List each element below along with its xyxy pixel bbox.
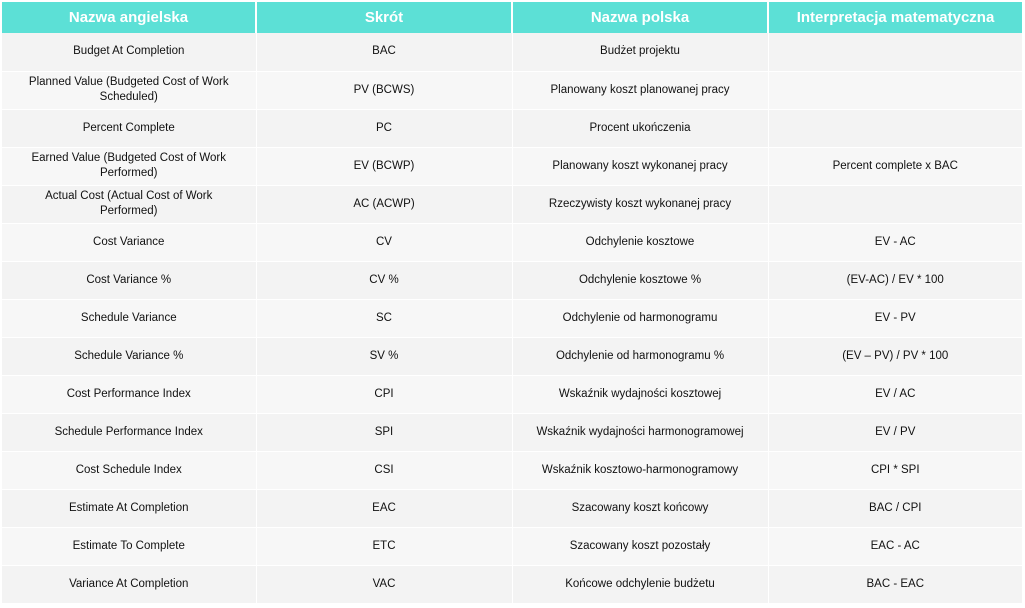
cell-math-interpretation: (EV-AC) / EV * 100 — [768, 261, 1022, 299]
cell-english-name: Planned Value (Budgeted Cost of Work Scheduled) — [2, 71, 256, 109]
cell-math-interpretation — [768, 71, 1022, 109]
cell-english-name: Estimate To Complete — [2, 527, 256, 565]
cell-polish-name: Planowany koszt planowanej pracy — [512, 71, 768, 109]
header-polish-name: Nazwa polska — [512, 2, 768, 33]
cell-abbreviation: EV (BCWP) — [256, 147, 512, 185]
cell-math-interpretation: BAC / CPI — [768, 489, 1022, 527]
cell-abbreviation: EAC — [256, 489, 512, 527]
cell-math-interpretation: EAC - AC — [768, 527, 1022, 565]
header-english-name: Nazwa angielska — [2, 2, 256, 33]
cell-abbreviation: CSI — [256, 451, 512, 489]
cell-abbreviation: AC (ACWP) — [256, 185, 512, 223]
table-row — [2, 33, 1022, 71]
cell-polish-name: Odchylenie kosztowe % — [512, 261, 768, 299]
cell-polish-name: Procent ukończenia — [512, 109, 768, 147]
header-abbreviation: Skrót — [256, 2, 512, 33]
table-row — [2, 375, 1022, 413]
table-row — [2, 223, 1022, 261]
table-row — [2, 109, 1022, 147]
cell-math-interpretation: EV / PV — [768, 413, 1022, 451]
table-row — [2, 71, 1022, 109]
cell-abbreviation: CPI — [256, 375, 512, 413]
cell-polish-name: Odchylenie od harmonogramu % — [512, 337, 768, 375]
cell-math-interpretation — [768, 33, 1022, 71]
cell-polish-name: Wskaźnik wydajności harmonogramowej — [512, 413, 768, 451]
cell-math-interpretation: Percent complete x BAC — [768, 147, 1022, 185]
table-header — [2, 2, 1022, 33]
table-row — [2, 337, 1022, 375]
cell-polish-name: Planowany koszt wykonanej pracy — [512, 147, 768, 185]
cell-english-name: Cost Performance Index — [2, 375, 256, 413]
table-row — [2, 261, 1022, 299]
cell-abbreviation: SC — [256, 299, 512, 337]
table-row — [2, 147, 1022, 185]
cell-english-name: Estimate At Completion — [2, 489, 256, 527]
cell-math-interpretation: CPI * SPI — [768, 451, 1022, 489]
cell-english-name: Earned Value (Budgeted Cost of Work Performed) — [2, 147, 256, 185]
cell-polish-name: Budżet projektu — [512, 33, 768, 71]
cell-math-interpretation: EV - AC — [768, 223, 1022, 261]
cell-math-interpretation — [768, 109, 1022, 147]
table-row — [2, 413, 1022, 451]
cell-english-name: Cost Variance % — [2, 261, 256, 299]
cell-polish-name: Wskaźnik wydajności kosztowej — [512, 375, 768, 413]
table-row — [2, 565, 1022, 603]
cell-abbreviation: SV % — [256, 337, 512, 375]
cell-polish-name: Odchylenie kosztowe — [512, 223, 768, 261]
evm-terms-table — [2, 2, 1022, 604]
cell-polish-name: Odchylenie od harmonogramu — [512, 299, 768, 337]
cell-english-name: Schedule Performance Index — [2, 413, 256, 451]
cell-abbreviation: CV % — [256, 261, 512, 299]
cell-abbreviation: CV — [256, 223, 512, 261]
cell-math-interpretation — [768, 185, 1022, 223]
table-row — [2, 527, 1022, 565]
cell-polish-name: Wskaźnik kosztowo-harmonogramowy — [512, 451, 768, 489]
cell-abbreviation: ETC — [256, 527, 512, 565]
evm-table-container — [2, 2, 1022, 604]
header-row — [2, 2, 1022, 33]
cell-english-name: Variance At Completion — [2, 565, 256, 603]
cell-english-name: Actual Cost (Actual Cost of Work Performed) — [2, 185, 256, 223]
cell-math-interpretation: (EV – PV) / PV * 100 — [768, 337, 1022, 375]
cell-abbreviation: SPI — [256, 413, 512, 451]
cell-english-name: Cost Variance — [2, 223, 256, 261]
cell-math-interpretation: EV - PV — [768, 299, 1022, 337]
cell-polish-name: Szacowany koszt pozostały — [512, 527, 768, 565]
table-row — [2, 299, 1022, 337]
cell-math-interpretation: EV / AC — [768, 375, 1022, 413]
cell-abbreviation: PV (BCWS) — [256, 71, 512, 109]
cell-abbreviation: BAC — [256, 33, 512, 71]
header-math-interpretation: Interpretacja matematyczna — [768, 2, 1022, 33]
cell-english-name: Budget At Completion — [2, 33, 256, 71]
cell-english-name: Schedule Variance % — [2, 337, 256, 375]
cell-math-interpretation: BAC - EAC — [768, 565, 1022, 603]
cell-english-name: Schedule Variance — [2, 299, 256, 337]
table-row — [2, 451, 1022, 489]
cell-abbreviation: PC — [256, 109, 512, 147]
table-body — [2, 33, 1022, 603]
cell-english-name: Percent Complete — [2, 109, 256, 147]
cell-abbreviation: VAC — [256, 565, 512, 603]
cell-english-name: Cost Schedule Index — [2, 451, 256, 489]
table-row — [2, 489, 1022, 527]
cell-polish-name: Szacowany koszt końcowy — [512, 489, 768, 527]
cell-polish-name: Końcowe odchylenie budżetu — [512, 565, 768, 603]
cell-polish-name: Rzeczywisty koszt wykonanej pracy — [512, 185, 768, 223]
table-row — [2, 185, 1022, 223]
